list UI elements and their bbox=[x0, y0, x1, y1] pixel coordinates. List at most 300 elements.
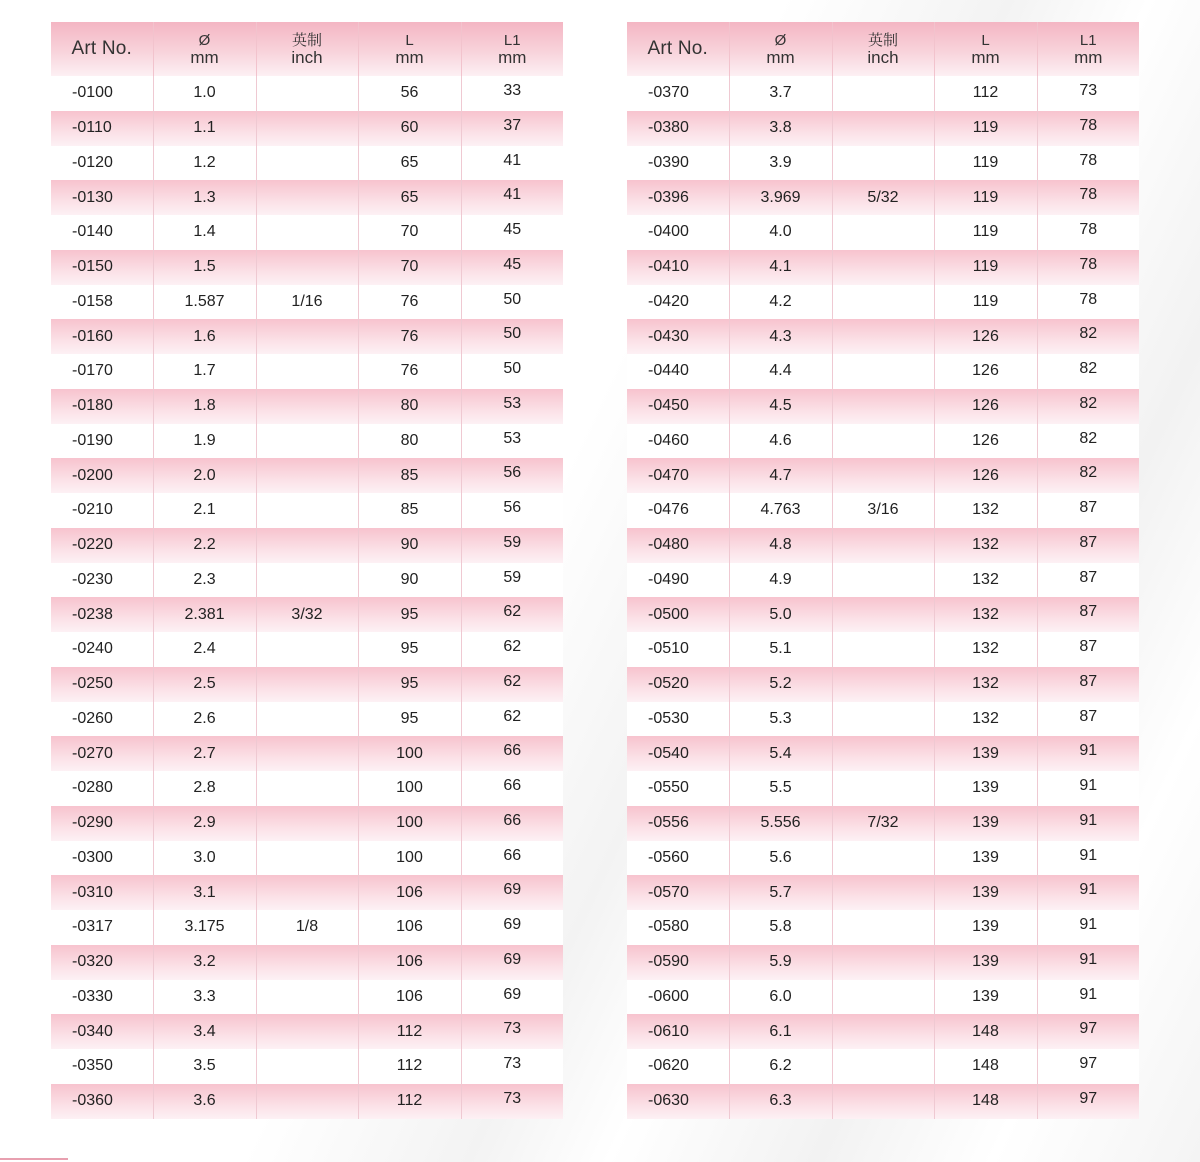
table-row bbox=[627, 945, 1139, 980]
table-row bbox=[627, 736, 1139, 771]
table-row bbox=[627, 389, 1139, 424]
art-number-cell: -0260 bbox=[51, 702, 153, 737]
art-number-cell: -0560 bbox=[627, 841, 729, 876]
diameter-cell: 1.6 bbox=[153, 319, 256, 354]
inch-cell bbox=[832, 1049, 934, 1084]
length-cell: 139 bbox=[934, 875, 1037, 910]
inch-cell bbox=[832, 736, 934, 771]
diameter-cell: 2.3 bbox=[153, 563, 256, 598]
length-cell: 132 bbox=[934, 702, 1037, 737]
flute-length-cell: 87 bbox=[1037, 667, 1139, 702]
art-number-cell: -0400 bbox=[627, 215, 729, 250]
flute-length-cell: 91 bbox=[1037, 771, 1139, 806]
flute-length-cell: 91 bbox=[1037, 910, 1139, 945]
length-cell: 100 bbox=[358, 736, 461, 771]
table-row bbox=[51, 841, 563, 876]
diameter-cell: 1.4 bbox=[153, 215, 256, 250]
length-cell: 139 bbox=[934, 910, 1037, 945]
flute-length-cell: 50 bbox=[461, 285, 563, 320]
flute-length-cell: 91 bbox=[1037, 875, 1139, 910]
art-number-cell: -0556 bbox=[627, 806, 729, 841]
length-cell: 112 bbox=[358, 1084, 461, 1119]
length-cell: 106 bbox=[358, 980, 461, 1015]
diameter-unit: mm bbox=[190, 47, 219, 67]
length-cell: 65 bbox=[358, 180, 461, 215]
inch-cn-label: 英制 bbox=[867, 31, 898, 49]
inch-cell bbox=[832, 1084, 934, 1119]
length-cell: 60 bbox=[358, 111, 461, 146]
length-cell: 119 bbox=[934, 111, 1037, 146]
art-number-cell: -0530 bbox=[627, 702, 729, 737]
inch-cell bbox=[832, 632, 934, 667]
art-number-cell: -0180 bbox=[51, 389, 153, 424]
header-diameter bbox=[729, 22, 832, 76]
length-cell: 132 bbox=[934, 597, 1037, 632]
art-number-cell: -0580 bbox=[627, 910, 729, 945]
art-number-cell: -0550 bbox=[627, 771, 729, 806]
diameter-cell: 1.7 bbox=[153, 354, 256, 389]
table-row bbox=[51, 111, 563, 146]
flute-length-cell: 53 bbox=[461, 424, 563, 459]
inch-cell bbox=[256, 875, 358, 910]
length-cell: 56 bbox=[358, 76, 461, 111]
length-cell: 85 bbox=[358, 493, 461, 528]
inch-cell: 1/16 bbox=[256, 285, 358, 320]
flute-length-cell: 45 bbox=[461, 215, 563, 250]
inch-cell bbox=[256, 667, 358, 702]
header-flute-length bbox=[1037, 22, 1139, 76]
inch-cell bbox=[832, 389, 934, 424]
table-row bbox=[627, 563, 1139, 598]
diameter-cell: 2.4 bbox=[153, 632, 256, 667]
art-number-cell: -0360 bbox=[51, 1084, 153, 1119]
diameter-cell: 3.5 bbox=[153, 1049, 256, 1084]
art-number-cell: -0150 bbox=[51, 250, 153, 285]
inch-cell bbox=[256, 354, 358, 389]
length-cell: 76 bbox=[358, 319, 461, 354]
diameter-cell: 5.0 bbox=[729, 597, 832, 632]
inch-cell: 3/32 bbox=[256, 597, 358, 632]
table-row bbox=[51, 180, 563, 215]
spec-table-left bbox=[51, 22, 563, 1119]
art-number-cell: -0480 bbox=[627, 528, 729, 563]
inch-cell bbox=[832, 771, 934, 806]
diameter-cell: 3.8 bbox=[729, 111, 832, 146]
flute-length-cell: 91 bbox=[1037, 841, 1139, 876]
footer-accent-line bbox=[0, 1158, 68, 1160]
length-cell: 100 bbox=[358, 771, 461, 806]
diameter-cell: 3.7 bbox=[729, 76, 832, 111]
flute-length-cell: 87 bbox=[1037, 702, 1139, 737]
length-cell: 119 bbox=[934, 180, 1037, 215]
art-number-cell: -0300 bbox=[51, 841, 153, 876]
art-number-cell: -0210 bbox=[51, 493, 153, 528]
table-row bbox=[627, 1049, 1139, 1084]
length-cell: 106 bbox=[358, 945, 461, 980]
flute-length-cell: 87 bbox=[1037, 563, 1139, 598]
table-row bbox=[51, 736, 563, 771]
art-number-cell: -0630 bbox=[627, 1084, 729, 1119]
length-cell: 126 bbox=[934, 458, 1037, 493]
diameter-cell: 2.7 bbox=[153, 736, 256, 771]
table-row bbox=[627, 667, 1139, 702]
art-number-cell: -0420 bbox=[627, 285, 729, 320]
art-number-cell: -0540 bbox=[627, 736, 729, 771]
table-row bbox=[51, 493, 563, 528]
length-cell: 100 bbox=[358, 806, 461, 841]
diameter-cell: 2.5 bbox=[153, 667, 256, 702]
inch-cell bbox=[256, 111, 358, 146]
diameter-cell: 4.7 bbox=[729, 458, 832, 493]
art-number-cell: -0120 bbox=[51, 146, 153, 181]
diameter-cell: 5.3 bbox=[729, 702, 832, 737]
flute-length-cell: 62 bbox=[461, 667, 563, 702]
flute-length-cell: 69 bbox=[461, 910, 563, 945]
inch-cell bbox=[256, 528, 358, 563]
flute-length-cell: 66 bbox=[461, 736, 563, 771]
art-number-cell: -0590 bbox=[627, 945, 729, 980]
table-row bbox=[627, 910, 1139, 945]
flute-length-cell: 53 bbox=[461, 389, 563, 424]
header-diameter bbox=[153, 22, 256, 76]
art-number-cell: -0440 bbox=[627, 354, 729, 389]
table-row bbox=[627, 702, 1139, 737]
inch-cell bbox=[256, 76, 358, 111]
diameter-cell: 5.4 bbox=[729, 736, 832, 771]
table-row bbox=[51, 667, 563, 702]
flute-length-cell: 82 bbox=[1037, 354, 1139, 389]
flute-length-cell: 66 bbox=[461, 806, 563, 841]
diameter-cell: 3.969 bbox=[729, 180, 832, 215]
diameter-cell: 4.8 bbox=[729, 528, 832, 563]
header-row bbox=[627, 22, 1139, 76]
table-row bbox=[627, 980, 1139, 1015]
table-row bbox=[627, 111, 1139, 146]
art-number-cell: -0620 bbox=[627, 1049, 729, 1084]
flute-length-cell: 37 bbox=[461, 111, 563, 146]
inch-cell bbox=[832, 76, 934, 111]
header-art-no bbox=[51, 22, 153, 76]
flute-length-cell: 78 bbox=[1037, 285, 1139, 320]
flute-length-cell: 78 bbox=[1037, 146, 1139, 181]
flute-length-cell: 97 bbox=[1037, 1084, 1139, 1119]
inch-cell bbox=[256, 563, 358, 598]
length-cell: 119 bbox=[934, 146, 1037, 181]
diameter-cell: 3.4 bbox=[153, 1014, 256, 1049]
table-row bbox=[627, 354, 1139, 389]
diameter-cell: 3.175 bbox=[153, 910, 256, 945]
inch-cn-label: 英制 bbox=[291, 31, 322, 49]
art-number-cell: -0110 bbox=[51, 111, 153, 146]
diameter-cell: 1.0 bbox=[153, 76, 256, 111]
flute-length-cell: 69 bbox=[461, 945, 563, 980]
diameter-cell: 4.763 bbox=[729, 493, 832, 528]
inch-cell bbox=[832, 528, 934, 563]
inch-cell: 5/32 bbox=[832, 180, 934, 215]
flute-length-cell: 87 bbox=[1037, 528, 1139, 563]
length-label: L bbox=[981, 31, 990, 49]
art-number-cell: -0317 bbox=[51, 910, 153, 945]
table-row bbox=[51, 945, 563, 980]
diameter-cell: 1.3 bbox=[153, 180, 256, 215]
art-number-cell: -0250 bbox=[51, 667, 153, 702]
flute-length-cell: 33 bbox=[461, 76, 563, 111]
inch-cell bbox=[832, 1014, 934, 1049]
table-row bbox=[51, 215, 563, 250]
diameter-cell: 2.0 bbox=[153, 458, 256, 493]
flute-length-cell: 62 bbox=[461, 702, 563, 737]
art-number-cell: -0290 bbox=[51, 806, 153, 841]
diameter-cell: 1.587 bbox=[153, 285, 256, 320]
inch-cell bbox=[832, 215, 934, 250]
inch-cell bbox=[832, 354, 934, 389]
art-number-cell: -0510 bbox=[627, 632, 729, 667]
table-row bbox=[51, 285, 563, 320]
flute-length-cell: 87 bbox=[1037, 632, 1139, 667]
length-cell: 132 bbox=[934, 667, 1037, 702]
flute-length-cell: 78 bbox=[1037, 180, 1139, 215]
length-cell: 76 bbox=[358, 354, 461, 389]
flute-length-cell: 59 bbox=[461, 528, 563, 563]
inch-cell bbox=[256, 319, 358, 354]
length-cell: 148 bbox=[934, 1084, 1037, 1119]
header-length bbox=[934, 22, 1037, 76]
inch-cell bbox=[832, 702, 934, 737]
diameter-cell: 5.7 bbox=[729, 875, 832, 910]
length-cell: 106 bbox=[358, 910, 461, 945]
inch-cell bbox=[256, 180, 358, 215]
inch-cell bbox=[832, 980, 934, 1015]
art-number-cell: -0350 bbox=[51, 1049, 153, 1084]
length-cell: 76 bbox=[358, 285, 461, 320]
inch-cell bbox=[256, 702, 358, 737]
inch-unit: inch bbox=[867, 47, 899, 67]
flute-length-cell: 78 bbox=[1037, 111, 1139, 146]
inch-cell bbox=[256, 250, 358, 285]
inch-cell bbox=[832, 841, 934, 876]
flute-length-cell: 56 bbox=[461, 458, 563, 493]
table-row bbox=[627, 458, 1139, 493]
art-number-cell: -0430 bbox=[627, 319, 729, 354]
flute-length-cell: 69 bbox=[461, 875, 563, 910]
art-number-cell: -0310 bbox=[51, 875, 153, 910]
inch-cell bbox=[832, 910, 934, 945]
diameter-cell: 5.9 bbox=[729, 945, 832, 980]
inch-cell bbox=[256, 736, 358, 771]
diameter-cell: 3.9 bbox=[729, 146, 832, 181]
length-cell: 85 bbox=[358, 458, 461, 493]
flute-length-cell: 82 bbox=[1037, 458, 1139, 493]
inch-cell bbox=[832, 111, 934, 146]
art-number-cell: -0100 bbox=[51, 76, 153, 111]
inch-cell bbox=[256, 458, 358, 493]
flute-length-cell: 62 bbox=[461, 632, 563, 667]
diameter-cell: 2.8 bbox=[153, 771, 256, 806]
inch-cell bbox=[256, 1084, 358, 1119]
length-cell: 112 bbox=[358, 1014, 461, 1049]
inch-cell: 7/32 bbox=[832, 806, 934, 841]
flute-length-cell: 73 bbox=[461, 1014, 563, 1049]
inch-cell bbox=[256, 146, 358, 181]
art-number-cell: -0370 bbox=[627, 76, 729, 111]
inch-cell bbox=[832, 285, 934, 320]
length-cell: 139 bbox=[934, 980, 1037, 1015]
inch-cell bbox=[256, 980, 358, 1015]
length-cell: 95 bbox=[358, 702, 461, 737]
length-cell: 139 bbox=[934, 841, 1037, 876]
table-row bbox=[51, 458, 563, 493]
flute-length-cell: 50 bbox=[461, 354, 563, 389]
art-number-cell: -0460 bbox=[627, 424, 729, 459]
table-row bbox=[627, 319, 1139, 354]
art-number-cell: -0220 bbox=[51, 528, 153, 563]
diameter-cell: 4.9 bbox=[729, 563, 832, 598]
art-number-cell: -0200 bbox=[51, 458, 153, 493]
flute-length-cell: 45 bbox=[461, 250, 563, 285]
art-number-cell: -0410 bbox=[627, 250, 729, 285]
table-row bbox=[627, 875, 1139, 910]
art-number-cell: -0320 bbox=[51, 945, 153, 980]
table-row bbox=[51, 250, 563, 285]
table-body-left bbox=[51, 76, 563, 1119]
flute-length-cell: 62 bbox=[461, 597, 563, 632]
table-row bbox=[627, 424, 1139, 459]
flute-length-unit: mm bbox=[498, 47, 527, 67]
inch-cell bbox=[832, 875, 934, 910]
header-row bbox=[51, 22, 563, 76]
diameter-cell: 3.3 bbox=[153, 980, 256, 1015]
table-row bbox=[51, 771, 563, 806]
flute-length-cell: 97 bbox=[1037, 1049, 1139, 1084]
table-row bbox=[627, 806, 1139, 841]
table-row bbox=[51, 632, 563, 667]
diameter-cell: 5.8 bbox=[729, 910, 832, 945]
table-row bbox=[627, 841, 1139, 876]
table-row bbox=[51, 563, 563, 598]
length-cell: 132 bbox=[934, 563, 1037, 598]
table-row bbox=[51, 424, 563, 459]
length-cell: 70 bbox=[358, 215, 461, 250]
flute-length-cell: 82 bbox=[1037, 319, 1139, 354]
table-row bbox=[627, 528, 1139, 563]
art-number-cell: -0240 bbox=[51, 632, 153, 667]
flute-length-cell: 91 bbox=[1037, 806, 1139, 841]
inch-cell bbox=[832, 146, 934, 181]
art-number-cell: -0476 bbox=[627, 493, 729, 528]
length-label: L bbox=[405, 31, 414, 49]
diameter-cell: 2.381 bbox=[153, 597, 256, 632]
inch-cell bbox=[256, 841, 358, 876]
flute-length-cell: 91 bbox=[1037, 945, 1139, 980]
flute-length-cell: 41 bbox=[461, 146, 563, 181]
diameter-cell: 6.1 bbox=[729, 1014, 832, 1049]
flute-length-cell: 87 bbox=[1037, 597, 1139, 632]
length-cell: 90 bbox=[358, 528, 461, 563]
art-number-cell: -0160 bbox=[51, 319, 153, 354]
length-cell: 106 bbox=[358, 875, 461, 910]
length-cell: 148 bbox=[934, 1014, 1037, 1049]
art-number-cell: -0490 bbox=[627, 563, 729, 598]
flute-length-cell: 41 bbox=[461, 180, 563, 215]
length-unit: mm bbox=[971, 47, 1000, 67]
diameter-cell: 4.2 bbox=[729, 285, 832, 320]
flute-length-cell: 56 bbox=[461, 493, 563, 528]
table-row bbox=[51, 980, 563, 1015]
table-row bbox=[51, 146, 563, 181]
table-row bbox=[51, 389, 563, 424]
flute-length-cell: 91 bbox=[1037, 980, 1139, 1015]
diameter-cell: 2.6 bbox=[153, 702, 256, 737]
table-row bbox=[627, 76, 1139, 111]
diameter-cell: 4.3 bbox=[729, 319, 832, 354]
length-cell: 126 bbox=[934, 319, 1037, 354]
inch-cell bbox=[256, 632, 358, 667]
inch-cell bbox=[256, 945, 358, 980]
table-row bbox=[51, 1014, 563, 1049]
table-row bbox=[627, 1014, 1139, 1049]
art-number-cell: -0600 bbox=[627, 980, 729, 1015]
flute-length-cell: 97 bbox=[1037, 1014, 1139, 1049]
length-cell: 95 bbox=[358, 667, 461, 702]
length-cell: 132 bbox=[934, 632, 1037, 667]
table-row bbox=[627, 250, 1139, 285]
art-number-cell: -0140 bbox=[51, 215, 153, 250]
flute-length-cell: 78 bbox=[1037, 215, 1139, 250]
inch-cell bbox=[832, 667, 934, 702]
inch-cell bbox=[832, 458, 934, 493]
diameter-cell: 1.5 bbox=[153, 250, 256, 285]
inch-cell bbox=[256, 1049, 358, 1084]
length-cell: 139 bbox=[934, 771, 1037, 806]
inch-unit: inch bbox=[291, 47, 323, 67]
length-cell: 80 bbox=[358, 389, 461, 424]
flute-length-cell: 66 bbox=[461, 841, 563, 876]
diameter-unit: mm bbox=[766, 47, 795, 67]
flute-length-cell: 50 bbox=[461, 319, 563, 354]
table-row bbox=[51, 354, 563, 389]
length-cell: 90 bbox=[358, 563, 461, 598]
header-flute-length bbox=[461, 22, 563, 76]
table-row bbox=[51, 597, 563, 632]
header-inch bbox=[256, 22, 358, 76]
diameter-cell: 1.9 bbox=[153, 424, 256, 459]
art-number-cell: -0396 bbox=[627, 180, 729, 215]
table-row bbox=[627, 146, 1139, 181]
diameter-cell: 5.1 bbox=[729, 632, 832, 667]
flute-length-label: L1 bbox=[1079, 31, 1097, 49]
length-cell: 80 bbox=[358, 424, 461, 459]
diameter-cell: 2.9 bbox=[153, 806, 256, 841]
inch-cell bbox=[256, 215, 358, 250]
header-inch bbox=[832, 22, 934, 76]
table-row bbox=[51, 875, 563, 910]
spec-table-right bbox=[627, 22, 1139, 1119]
art-number-cell: -0190 bbox=[51, 424, 153, 459]
art-number-cell: -0520 bbox=[627, 667, 729, 702]
inch-cell: 1/8 bbox=[256, 910, 358, 945]
length-cell: 132 bbox=[934, 493, 1037, 528]
inch-cell bbox=[832, 597, 934, 632]
table-row bbox=[627, 632, 1139, 667]
inch-cell bbox=[256, 493, 358, 528]
art-number-cell: -0270 bbox=[51, 736, 153, 771]
flute-length-cell: 66 bbox=[461, 771, 563, 806]
length-cell: 112 bbox=[934, 76, 1037, 111]
inch-cell bbox=[832, 319, 934, 354]
length-cell: 119 bbox=[934, 250, 1037, 285]
diameter-cell: 5.2 bbox=[729, 667, 832, 702]
inch-cell: 3/16 bbox=[832, 493, 934, 528]
